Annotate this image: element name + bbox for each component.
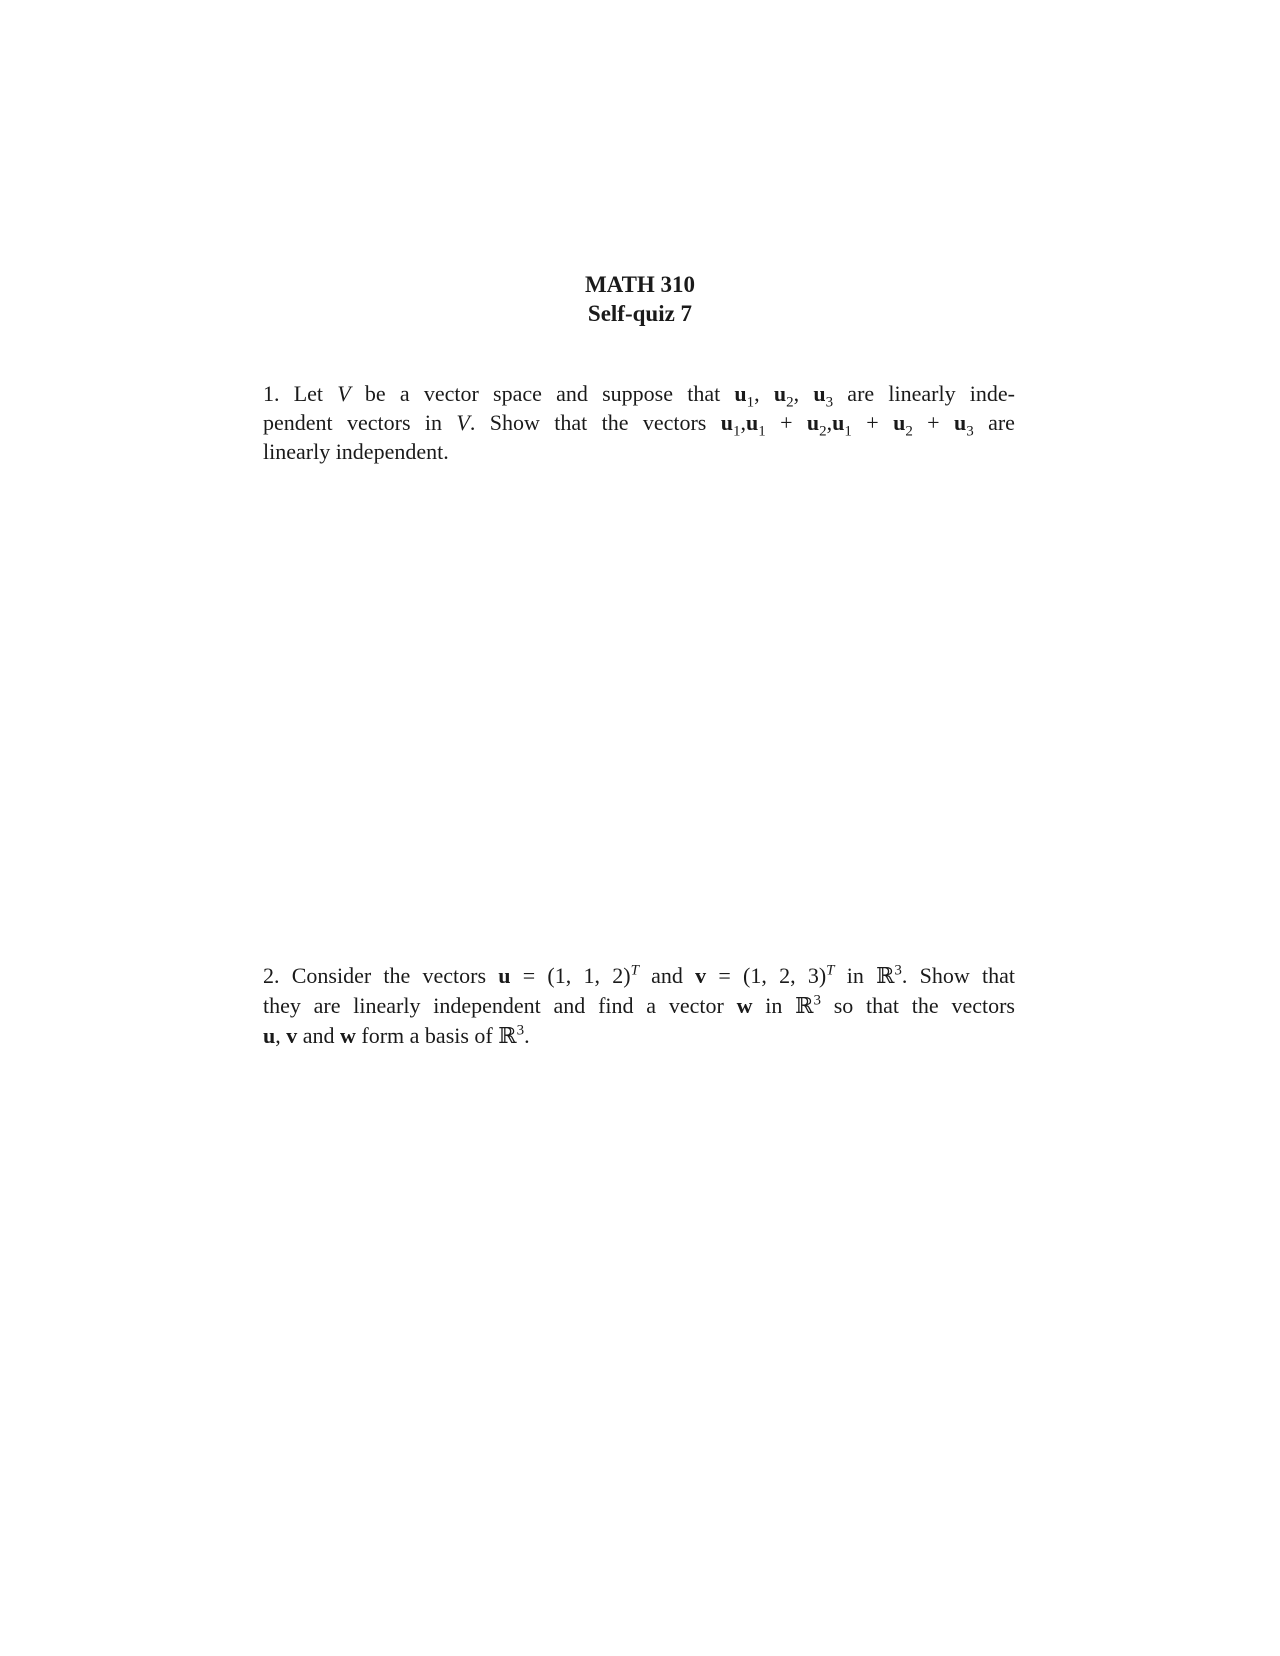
text-run: be a vector space and suppose that (350, 381, 735, 406)
text-run: in (752, 993, 796, 1018)
problem-2-line-1 (263, 961, 1015, 991)
math-symbol: V (456, 410, 470, 435)
text-run: = (1, 1, 2) (510, 963, 631, 988)
subscript: 2 (905, 423, 913, 440)
problem-1-line-2 (263, 408, 1015, 440)
vector-symbol: w (736, 993, 753, 1018)
text-run: + (851, 410, 894, 435)
problem-2-line-2 (263, 991, 1015, 1021)
problem-2 (263, 961, 1015, 1051)
vector-symbol: v (695, 963, 707, 988)
vector-symbol: u (832, 410, 845, 435)
text-run: , (793, 381, 814, 406)
text-run: form a basis of (355, 1023, 499, 1048)
math-symbol: ℝ (876, 964, 895, 989)
subscript: 1 (746, 394, 755, 411)
text-run: linearly independent. (263, 439, 449, 464)
problem-1-line-1 (263, 379, 1015, 411)
vector-symbol: u (720, 410, 733, 435)
vector-symbol: v (286, 1023, 298, 1048)
math-symbol: ℝ (498, 1024, 517, 1049)
vector-symbol: u (734, 381, 747, 406)
text-run: 1. Let (263, 381, 338, 406)
document-header (0, 270, 1280, 328)
text-run: + (912, 410, 954, 435)
vector-symbol: u (746, 410, 759, 435)
vector-symbol: u (263, 1023, 276, 1048)
text-run: , (826, 410, 833, 435)
text-run: they are linearly independent and find a vector (263, 993, 737, 1018)
vector-symbol: u (498, 963, 511, 988)
vector-symbol: u (813, 381, 826, 406)
subscript: 2 (819, 423, 827, 440)
text-run: , (275, 1023, 287, 1048)
text-run: = (1, 2, 3) (706, 963, 827, 988)
text-run: , (754, 381, 774, 406)
subscript: 3 (825, 394, 834, 411)
vector-symbol: u (953, 410, 967, 435)
text-run: pendent vectors in (263, 410, 457, 435)
subscript: 1 (844, 423, 852, 440)
superscript: 3 (516, 1022, 525, 1039)
text-run: . Show that the vectors (469, 410, 721, 435)
subscript: 1 (758, 423, 766, 440)
subscript: 3 (966, 423, 974, 440)
text-run: . Show that (901, 963, 1015, 988)
math-symbol: ℝ (795, 994, 814, 1019)
quiz-title: Self-quiz 7 (587, 301, 693, 326)
text-run: are linearly inde- (833, 381, 1015, 406)
text-run: + (765, 410, 807, 435)
text-run: and (638, 963, 696, 988)
problem-2-line-3 (263, 1021, 1015, 1051)
text-run: in (834, 963, 877, 988)
text-run: , (740, 410, 746, 435)
vector-symbol: u (806, 410, 820, 435)
superscript: T (630, 962, 639, 979)
superscript: 3 (894, 962, 902, 979)
text-run: so that the vectors (820, 993, 1015, 1018)
superscript: 3 (813, 992, 821, 1009)
math-symbol: V (337, 381, 351, 406)
vector-symbol: w (340, 1023, 356, 1048)
text-run: are (973, 410, 1015, 435)
superscript: T (826, 962, 835, 979)
subscript: 2 (786, 394, 794, 411)
text-run: 2. Consider the vectors (263, 963, 499, 988)
text-run: . (524, 1023, 530, 1048)
vector-symbol: u (893, 410, 906, 435)
vector-symbol: u (773, 381, 787, 406)
text-run: and (297, 1023, 341, 1048)
problem-1-line-3 (263, 437, 1015, 466)
course-title: MATH 310 (584, 272, 696, 297)
problem-1 (263, 379, 1015, 466)
subscript: 1 (733, 423, 741, 440)
